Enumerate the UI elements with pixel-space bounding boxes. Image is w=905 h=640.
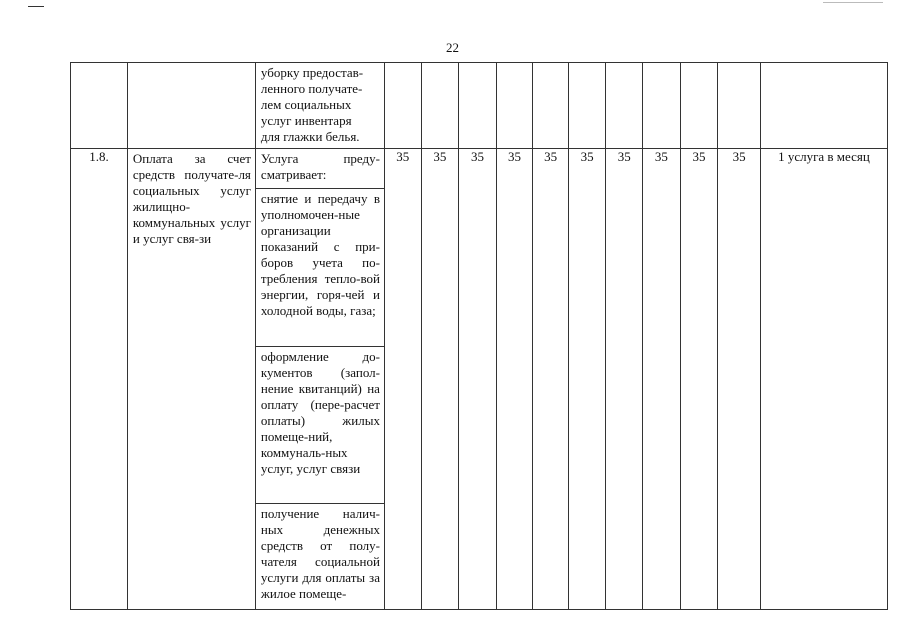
table-row-continuation [71,63,888,149]
table-row [71,149,888,610]
service-name-cell [127,149,255,610]
value-cell: 35 [680,149,718,610]
service-description-item: оформление до-кументов (запол-нение квитанций) на оплату (пере-расчет оплаты) жилых помеще-ний, коммуналь-ных услуг, услуг связи [256,347,384,504]
service-description-item: получение налич-ных денежных средств от полу-чателя социальной услуги для оплаты за жилое помеще- [260,506,380,601]
value-cell: 35 [643,149,681,610]
services-table [70,62,888,610]
value-cell: 35 [606,149,643,610]
value-cell: 35 [459,149,497,610]
service-description-header: Услуга преду-сматривает: [256,149,384,189]
value-cell: 35 [384,149,421,610]
service-description-cell [255,149,384,610]
value-cell: 35 [496,149,533,610]
row-number: 1.8. [71,149,128,610]
scan-artifact [28,6,44,7]
value-cell: 35 [533,149,569,610]
scan-artifact [823,2,883,3]
frequency-cell: 1 услуга в месяц [760,149,887,610]
service-description-item: снятие и передачу в уполномочен-ные организации показаний с при-боров учета по-требления тепло-вой энергии, горя-чей и холодной воды, газа; [256,189,384,347]
continuation-cell [255,63,384,149]
value-cell: 35 [421,149,459,610]
page-number: 22 [446,40,459,55]
value-cell: 35 [568,149,606,610]
value-cell: 35 [718,149,761,610]
service-name: Оплата за счет средств получате-ля социальных услуг жилищно-коммунальных услуг и услуг свя-зи [132,151,251,246]
continuation-text: уборку предостав- ленного получате- лем социальных услуг инвентаря для глажки белья. [260,65,364,144]
